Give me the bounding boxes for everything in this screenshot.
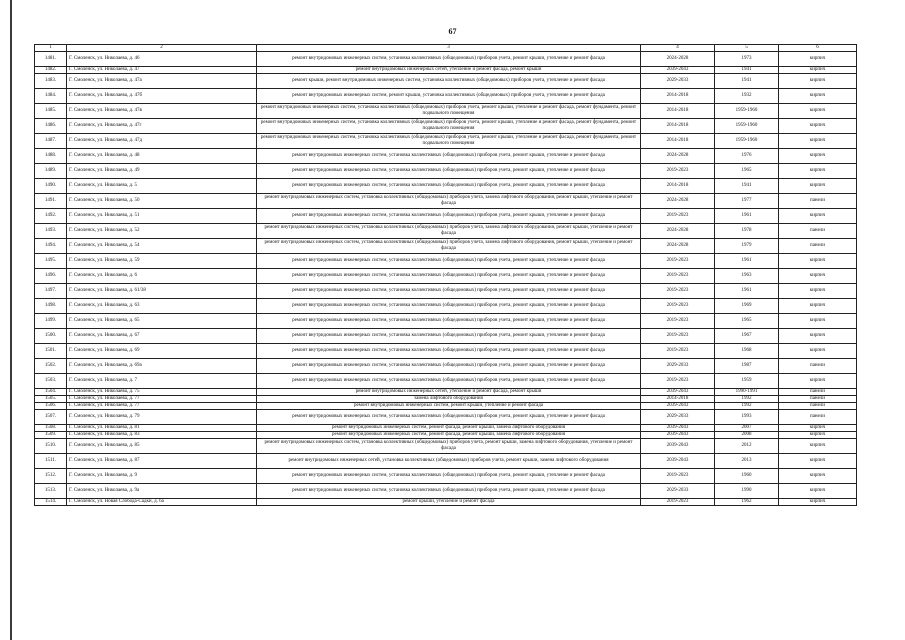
table-row xyxy=(35,284,857,299)
address-cell: Г. Смоленск, ул. Николаева, д. 77 xyxy=(67,396,257,403)
wall-material-cell: кирпич xyxy=(779,164,857,179)
row-number: 1502. xyxy=(35,359,67,374)
row-number: 1491. xyxy=(35,194,67,209)
wall-material-cell: кирпич xyxy=(779,209,857,224)
row-number: 1511. xyxy=(35,454,67,469)
wall-material-cell: кирпич xyxy=(779,439,857,454)
address-cell: Г. Смоленск, ул. Николаева, д. 46 xyxy=(67,52,257,67)
column-header: 5 xyxy=(715,45,779,52)
table-row xyxy=(35,89,857,104)
build-year-cell: 1990 xyxy=(715,484,779,499)
address-cell: Г. Смоленск, ул. Николаева, д. 47д xyxy=(67,134,257,149)
period-cell: 2019-2023 xyxy=(641,299,715,314)
work-type-cell: ремонт внутридомовых инженерных систем, установка коллективных (общедомовых) приборов учета, ремонт крыши, утепление и ремонт фасада xyxy=(257,469,641,484)
row-number: 1498. xyxy=(35,299,67,314)
period-cell: 2039-2043 xyxy=(641,67,715,74)
row-number: 1497. xyxy=(35,284,67,299)
wall-material-cell: панели xyxy=(779,194,857,209)
period-cell: 2039-2043 xyxy=(641,454,715,469)
work-type-cell: ремонт внутридомовых инженерных систем, установка коллективных (общедомовых) приборов учета, ремонт крыши, утепление и ремонт фасада xyxy=(257,374,641,389)
table-row xyxy=(35,104,857,119)
row-number: 1487. xyxy=(35,134,67,149)
work-type-cell: замена лифтового оборудования xyxy=(257,396,641,403)
build-year-cell: 1962 xyxy=(715,499,779,506)
table-row xyxy=(35,314,857,329)
address-cell: Г. Смоленск, ул. Николаева, д. 52 xyxy=(67,224,257,239)
period-cell: 2019-2023 xyxy=(641,269,715,284)
wall-material-cell: панели xyxy=(779,396,857,403)
work-type-cell: ремонт внутридомовых инженерных систем, установка коллективных (общедомовых) приборов учета, замена лифтового оборудования, ремонт крыши, утепление и ремонт фасада xyxy=(257,239,641,254)
build-year-cell: 1993 xyxy=(715,410,779,425)
row-number: 1490. xyxy=(35,179,67,194)
period-cell: 2039-2043 xyxy=(641,403,715,410)
row-number: 1485. xyxy=(35,104,67,119)
period-cell: 2039-2043 xyxy=(641,425,715,432)
build-year-cell: 1973 xyxy=(715,52,779,67)
address-cell: Г. Смоленск, ул. Николаева, д. 9а xyxy=(67,484,257,499)
address-cell: Г. Смоленск, ул. Николаева, д. 69 xyxy=(67,344,257,359)
work-type-cell: ремонт внутридомовых инженерных систем, установка коллективных (общедомовых) приборов учета, ремонт крыши, утепление и ремонт фасада xyxy=(257,164,641,179)
page-number: 67 xyxy=(448,27,457,36)
row-number: 1496. xyxy=(35,269,67,284)
period-cell: 2024-2028 xyxy=(641,149,715,164)
wall-material-cell: кирпич xyxy=(779,149,857,164)
wall-material-cell: кирпич xyxy=(779,52,857,67)
period-cell: 2019-2023 xyxy=(641,499,715,506)
build-year-cell: 1961 xyxy=(715,254,779,269)
column-header: 3 xyxy=(257,45,641,52)
work-type-cell: ремонт внутридомовых инженерных сетей, утепление и ремонт фасада, ремонт крыши xyxy=(257,389,641,396)
row-number: 1513. xyxy=(35,484,67,499)
work-type-cell: ремонт крыши, утепление и ремонт фасада xyxy=(257,499,641,506)
address-cell: Г. Смоленск, ул. Николаева, д. 6 xyxy=(67,269,257,284)
build-year-cell: 1992 xyxy=(715,396,779,403)
period-cell: 2024-2028 xyxy=(641,239,715,254)
build-year-cell: 1965 xyxy=(715,164,779,179)
build-year-cell: 2007 xyxy=(715,425,779,432)
build-year-cell: 1967 xyxy=(715,329,779,344)
work-type-cell: ремонт крыши, ремонт внутридомовых инженерных систем, установка коллективных (общедомовых) приборов учета, утепление и ремонт фасада xyxy=(257,74,641,89)
table-row xyxy=(35,374,857,389)
build-year-cell: 1941 xyxy=(715,179,779,194)
address-cell: Г. Смоленск, ул. Николаева, д. 59 xyxy=(67,254,257,269)
row-number: 1504. xyxy=(35,389,67,396)
period-cell: 2019-2023 xyxy=(641,164,715,179)
table-row xyxy=(35,344,857,359)
address-cell: Г. Смоленск, ул. Николаева, д. 47 xyxy=(67,67,257,74)
row-number: 1505. xyxy=(35,396,67,403)
wall-material-cell: кирпич xyxy=(779,134,857,149)
wall-material-cell: кирпич xyxy=(779,179,857,194)
period-cell: 2029-2033 xyxy=(641,484,715,499)
table-row xyxy=(35,164,857,179)
period-cell: 2029-2033 xyxy=(641,359,715,374)
work-type-cell: ремонт внутридомовых инженерных систем, установка коллективных (общедомовых) приборов учета, ремонт крыши, утепление и ремонт фасада xyxy=(257,299,641,314)
table-row xyxy=(35,389,857,396)
address-cell: Г. Смоленск, ул. Николаева, д. 87 xyxy=(67,454,257,469)
row-number: 1500. xyxy=(35,329,67,344)
wall-material-cell: кирпич xyxy=(779,484,857,499)
build-year-cell: 1977 xyxy=(715,194,779,209)
work-type-cell: ремонт внутридомовых инженерных систем, ремонт фасада, ремонт крыши, замена лифтового оборудования xyxy=(257,432,641,439)
build-year-cell: 1961 xyxy=(715,209,779,224)
build-year-cell: 1960 xyxy=(715,469,779,484)
build-year-cell: 1969 xyxy=(715,299,779,314)
table-row xyxy=(35,194,857,209)
period-cell: 2019-2023 xyxy=(641,254,715,269)
row-number: 1483. xyxy=(35,74,67,89)
build-year-cell: 1932 xyxy=(715,89,779,104)
column-header: 1 xyxy=(35,45,67,52)
table-row xyxy=(35,439,857,454)
table-body xyxy=(35,52,857,506)
period-cell: 2014-2018 xyxy=(641,179,715,194)
build-year-cell: 1963 xyxy=(715,269,779,284)
period-cell: 2014-2018 xyxy=(641,396,715,403)
build-year-cell: 1979 xyxy=(715,239,779,254)
table-row xyxy=(35,149,857,164)
work-type-cell: ремонт внутридомовых инженерных систем, установка коллективных (общедомовых) приборов учета, ремонт крыши, утепление и ремонт фасада xyxy=(257,52,641,67)
period-cell: 2039-2043 xyxy=(641,432,715,439)
table-row xyxy=(35,499,857,506)
table-row xyxy=(35,396,857,403)
table-row xyxy=(35,224,857,239)
wall-material-cell: панели xyxy=(779,224,857,239)
address-cell: Г. Смоленск, ул. Николаева, д. 54 xyxy=(67,239,257,254)
work-type-cell: ремонт внутридомовых инженерных систем, установка коллективных (общедомовых) приборов учета, ремонт крыши, утепление и ремонт фасада, ремонт фундамента, ремонт подвального помещения xyxy=(257,134,641,149)
build-year-cell: 1941 xyxy=(715,67,779,74)
row-number: 1514. xyxy=(35,499,67,506)
address-cell: Г. Смоленск, ул. Николаева, д. 83 xyxy=(67,432,257,439)
address-cell: Г. Смоленск, ул. Николаева, д. 9 xyxy=(67,469,257,484)
wall-material-cell: кирпич xyxy=(779,104,857,119)
period-cell: 2019-2023 xyxy=(641,374,715,389)
table-row xyxy=(35,432,857,439)
build-year-cell: 1959-1960 xyxy=(715,119,779,134)
row-number: 1512. xyxy=(35,469,67,484)
address-cell: Г. Смоленск, ул. Николаева, д. 47в xyxy=(67,104,257,119)
work-type-cell: ремонт внутридомовых инженерных систем, установка коллективных (общедомовых) приборов учета, ремонт крыши, утепление и ремонт фасада xyxy=(257,254,641,269)
table-row xyxy=(35,359,857,374)
work-type-cell: ремонт внутридомовых инженерных систем, установка коллективных (общедомовых) приборов учета, замена лифтового оборудования, ремонт крыши, утепление и ремонт фасада xyxy=(257,224,641,239)
table-row xyxy=(35,403,857,410)
wall-material-cell: кирпич xyxy=(779,119,857,134)
period-cell: 2019-2023 xyxy=(641,469,715,484)
period-cell: 2019-2023 xyxy=(641,329,715,344)
wall-material-cell: кирпич xyxy=(779,344,857,359)
wall-material-cell: кирпич xyxy=(779,269,857,284)
wall-material-cell: кирпич xyxy=(779,374,857,389)
row-number: 1492. xyxy=(35,209,67,224)
address-cell: Г. Смоленск, ул. Николаева, д. 85 xyxy=(67,439,257,454)
wall-material-cell: кирпич xyxy=(779,89,857,104)
address-cell: Г. Смоленск, ул. Николаева, д. 79 xyxy=(67,410,257,425)
wall-material-cell: панели xyxy=(779,410,857,425)
row-number: 1486. xyxy=(35,119,67,134)
row-number: 1509. xyxy=(35,432,67,439)
address-cell: Г. Смоленск, ул. Николаева, д. 69а xyxy=(67,359,257,374)
table-row xyxy=(35,74,857,89)
period-cell: 2014-2018 xyxy=(641,119,715,134)
row-number: 1493. xyxy=(35,224,67,239)
build-year-cell: 1959 xyxy=(715,374,779,389)
build-year-cell: 1992 xyxy=(715,403,779,410)
wall-material-cell: кирпич xyxy=(779,454,857,469)
build-year-cell: 1987 xyxy=(715,359,779,374)
build-year-cell: 1961 xyxy=(715,284,779,299)
period-cell: 2019-2023 xyxy=(641,314,715,329)
header-row xyxy=(35,45,857,52)
period-cell: 2014-2018 xyxy=(641,134,715,149)
wall-material-cell: панели xyxy=(779,359,857,374)
period-cell: 2039-2043 xyxy=(641,389,715,396)
period-cell: 2014-2018 xyxy=(641,89,715,104)
wall-material-cell: кирпич xyxy=(779,314,857,329)
work-type-cell: ремонт внутридомовых инженерных систем, установка коллективных (общедомовых) приборов учета, ремонт крыши, утепление и ремонт фасада xyxy=(257,344,641,359)
period-cell: 2029-2033 xyxy=(641,74,715,89)
address-cell: Г. Смоленск, ул. Николаева, д. 63 xyxy=(67,299,257,314)
row-number: 1501. xyxy=(35,344,67,359)
address-cell: Г. Смоленск, ул. Николаева, д. 61/38 xyxy=(67,284,257,299)
build-year-cell: 1959-1960 xyxy=(715,104,779,119)
build-year-cell: 1978 xyxy=(715,224,779,239)
column-header: 4 xyxy=(641,45,715,52)
address-cell: Г. Смоленск, ул. Николаева, д. 47г xyxy=(67,119,257,134)
scan-edge-line xyxy=(10,0,12,640)
table-row xyxy=(35,179,857,194)
address-cell: Г. Смоленск, ул. Николаева, д. 50 xyxy=(67,194,257,209)
period-cell: 2024-2028 xyxy=(641,194,715,209)
work-type-cell: ремонт внутридомовых инженерных систем, установка коллективных (общедомовых) приборов учета, ремонт крыши, утепление и ремонт фасада xyxy=(257,359,641,374)
row-number: 1508. xyxy=(35,425,67,432)
address-cell: Г. Смоленск, ул. Николаева, д. 5 xyxy=(67,179,257,194)
build-year-cell: 1959-1960 xyxy=(715,134,779,149)
table-row xyxy=(35,329,857,344)
period-cell: 2019-2023 xyxy=(641,209,715,224)
table-row xyxy=(35,454,857,469)
work-type-cell: ремонт внутридомовых инженерных систем, установка коллективных (общедомовых) приборов учета, ремонт крыши, утепление и ремонт фасада xyxy=(257,410,641,425)
period-cell: 2039-2043 xyxy=(641,439,715,454)
work-type-cell: ремонт внутридомовых инженерных систем, установка коллективных (общедомовых) приборов учета, ремонт крыши, утепление и ремонт фасада xyxy=(257,329,641,344)
row-number: 1488. xyxy=(35,149,67,164)
table-row xyxy=(35,67,857,74)
build-year-cell: 1990-1991 xyxy=(715,389,779,396)
period-cell: 2019-2023 xyxy=(641,284,715,299)
work-type-cell: ремонт внутридомовых инженерных систем, установка коллективных (общедомовых) приборов учета, ремонт крыши, утепление и ремонт фасада, ремонт фундамента, ремонт подвального помещения xyxy=(257,104,641,119)
work-type-cell: ремонт внутридомовых инженерных систем, установка коллективных (общедомовых) приборов учета, ремонт крыши, утепление и ремонт фасада xyxy=(257,269,641,284)
work-type-cell: ремонт внутридомовых инженерных систем, установка коллективных (общедомовых) приборов учета, ремонт крыши, замена лифтового оборудования, утепление и ремонт фасада xyxy=(257,439,641,454)
work-type-cell: ремонт внутридомовых инженерных сетей, установка коллективных (общедомовых) приборов учета, ремонт крыши, замена лифтового оборудования xyxy=(257,454,641,469)
table-row xyxy=(35,269,857,284)
address-cell: Г. Смоленск, ул. Николаева, д. 47а xyxy=(67,74,257,89)
work-type-cell: ремонт внутридомовых инженерных систем, установка коллективных (общедомовых) приборов учета, ремонт крыши, утепление и ремонт фасада xyxy=(257,284,641,299)
build-year-cell: 2012 xyxy=(715,439,779,454)
table-row xyxy=(35,425,857,432)
row-number: 1481. xyxy=(35,52,67,67)
table-row xyxy=(35,410,857,425)
table-row xyxy=(35,299,857,314)
table-row xyxy=(35,484,857,499)
build-year-cell: 1976 xyxy=(715,149,779,164)
period-cell: 2024-2028 xyxy=(641,52,715,67)
wall-material-cell: панели xyxy=(779,389,857,396)
row-number: 1506. xyxy=(35,403,67,410)
table-row xyxy=(35,52,857,67)
wall-material-cell: панели xyxy=(779,403,857,410)
table-row xyxy=(35,469,857,484)
work-type-cell: ремонт внутридомовых инженерных систем, установка коллективных (общедомовых) приборов учета, ремонт крыши, утепление и ремонт фасада, ремонт фундамента, ремонт подвального помещения xyxy=(257,119,641,134)
row-number: 1499. xyxy=(35,314,67,329)
period-cell: 2024-2028 xyxy=(641,224,715,239)
row-number: 1489. xyxy=(35,164,67,179)
row-number: 1494. xyxy=(35,239,67,254)
work-type-cell: ремонт внутридомовых инженерных систем, установка коллективных (общедомовых) приборов учета, замена лифтового оборудования, ремонт крыши, утепление и ремонт фасада xyxy=(257,194,641,209)
wall-material-cell: кирпич xyxy=(779,469,857,484)
period-cell: 2029-2033 xyxy=(641,410,715,425)
wall-material-cell: кирпич xyxy=(779,425,857,432)
period-cell: 2014-2018 xyxy=(641,104,715,119)
wall-material-cell: кирпич xyxy=(779,299,857,314)
address-cell: Г. Смоленск, ул. Николаева, д. 65 xyxy=(67,314,257,329)
build-year-cell: 1941 xyxy=(715,74,779,89)
build-year-cell: 2008 xyxy=(715,432,779,439)
register-table xyxy=(34,44,857,506)
table-row xyxy=(35,209,857,224)
row-number: 1507. xyxy=(35,410,67,425)
column-header: 6 xyxy=(779,45,857,52)
wall-material-cell: кирпич xyxy=(779,329,857,344)
address-cell: Г. Смоленск, ул. Николаева, д. 47б xyxy=(67,89,257,104)
address-cell: Г. Смоленск, ул. Новая Слобода-Садки, д. 6а xyxy=(67,499,257,506)
work-type-cell: ремонт внутридомовых инженерных систем, установка коллективных (общедомовых) приборов учета, ремонт крыши, утепление и ремонт фасада xyxy=(257,484,641,499)
row-number: 1482. xyxy=(35,67,67,74)
address-cell: Г. Смоленск, ул. Николаева, д. 48 xyxy=(67,149,257,164)
address-cell: Г. Смоленск, ул. Николаева, д. 49 xyxy=(67,164,257,179)
work-type-cell: ремонт внутридомовых инженерных систем, установка коллективных (общедомовых) приборов учета, ремонт крыши, утепление и ремонт фасада xyxy=(257,314,641,329)
address-cell: Г. Смоленск, ул. Николаева, д. 67 xyxy=(67,329,257,344)
row-number: 1503. xyxy=(35,374,67,389)
wall-material-cell: кирпич xyxy=(779,254,857,269)
address-cell: Г. Смоленск, ул. Николаева, д. 77 xyxy=(67,403,257,410)
build-year-cell: 1965 xyxy=(715,314,779,329)
wall-material-cell: кирпич xyxy=(779,432,857,439)
wall-material-cell: кирпич xyxy=(779,499,857,506)
table-row xyxy=(35,254,857,269)
column-header: 2 xyxy=(67,45,257,52)
wall-material-cell: панели xyxy=(779,239,857,254)
build-year-cell: 2013 xyxy=(715,454,779,469)
work-type-cell: ремонт внутридомовых инженерных систем, установка коллективных (общедомовых) приборов учета, ремонт крыши, утепление и ремонт фасада xyxy=(257,179,641,194)
address-cell: Г. Смоленск, ул. Николаева, д. 81 xyxy=(67,425,257,432)
wall-material-cell: кирпич xyxy=(779,67,857,74)
address-cell: Г. Смоленск, ул. Николаева, д. 7 xyxy=(67,374,257,389)
work-type-cell: ремонт внутридомовых инженерных систем, ремонт крыши, утепление и ремонт фасада xyxy=(257,403,641,410)
work-type-cell: ремонт внутридомовых инженерных систем, установка коллективных (общедомовых) приборов учета, ремонт крыши, утепление и ремонт фасада xyxy=(257,209,641,224)
table-row xyxy=(35,239,857,254)
wall-material-cell: кирпич xyxy=(779,284,857,299)
address-cell: Г. Смоленск, ул. Николаева, д. 75 xyxy=(67,389,257,396)
work-type-cell: ремонт внутридомовых инженерных систем, ремонт крыши, установка коллективных (общедомовых) приборов учета, утепление и ремонт фасада xyxy=(257,89,641,104)
table-row xyxy=(35,134,857,149)
build-year-cell: 1968 xyxy=(715,344,779,359)
wall-material-cell: кирпич xyxy=(779,74,857,89)
address-cell: Г. Смоленск, ул. Николаева, д. 51 xyxy=(67,209,257,224)
row-number: 1510. xyxy=(35,439,67,454)
work-type-cell: ремонт внутридомовых инженерных систем, установка коллективных (общедомовых) приборов учета, ремонт крыши, утепление и ремонт фасада xyxy=(257,149,641,164)
work-type-cell: ремонт внутридомовых инженерных сетей, утепление и ремонт фасада, ремонт крыши xyxy=(257,67,641,74)
table-row xyxy=(35,119,857,134)
period-cell: 2019-2023 xyxy=(641,344,715,359)
row-number: 1484. xyxy=(35,89,67,104)
row-number: 1495. xyxy=(35,254,67,269)
work-type-cell: ремонт внутридомовых инженерных систем, ремонт фасада, ремонт крыши, замена лифтового оборудования xyxy=(257,425,641,432)
